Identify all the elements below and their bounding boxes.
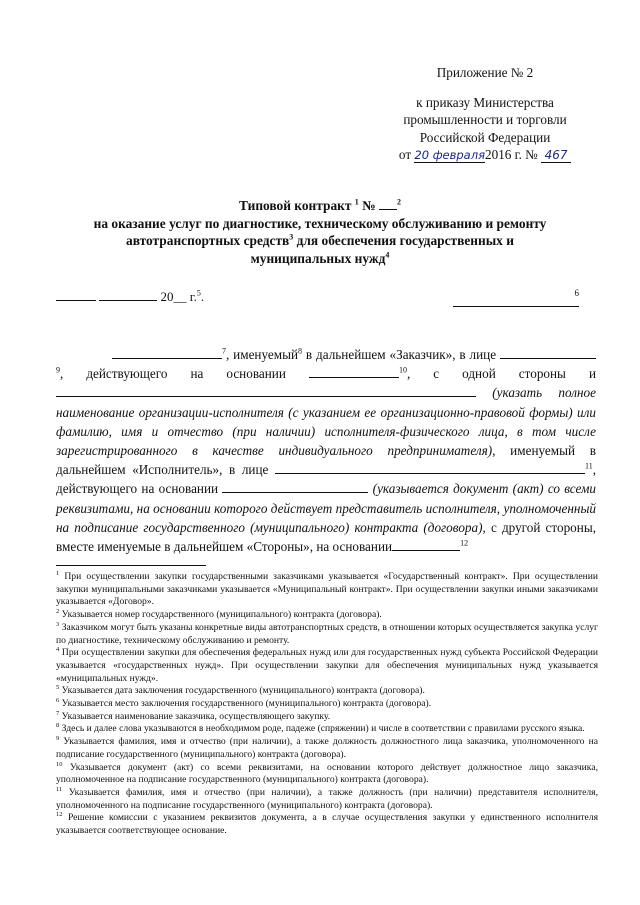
annex-title: Приложение № 2 (436, 65, 534, 80)
annex-header (360, 64, 610, 164)
footnotes (56, 571, 598, 838)
footnote-separator (56, 565, 206, 566)
order-date-line: от 20 февраля2016 г. № 467 (360, 146, 610, 164)
footnote: $^3$ Заказчиком могут быть указаны конкретные виды автотранспортных средств, в отношении которых осуществляется закупка услуг по диагностике, техническому обслуживанию и ремонту. (56, 620, 598, 646)
footnote: $^{10}$ Указывается документ (акт) со всеми реквизитами, на основании которого действует должностное лицо заказчика, уполномоченное на подписание государственного (муниципального) контракта (договора). (56, 760, 598, 786)
footnote: $^5$ Указывается дата заключения государственного (муниципального) контракта (договора). (56, 684, 425, 697)
footnote: $^{12}$ Решение комиссии с указанием реквизитов документа, а в случае осуществления закупки у единственного исполнителя указывается соответствующее основание. (56, 811, 598, 837)
footnote: $^7$ Указывается наименование заказчика, осуществляющего закупку. (56, 709, 331, 722)
footnote: $^{11}$ Указывается фамилия, имя и отчество (при наличии), а также должность (при наличии) представителя исполнителя, уполномоченного на подписание государственного (муниципального) контракта (договора). (56, 785, 598, 811)
footnote: $^8$ Здесь и далее слова указываются в необходимом роде, падеже (спряжении) и числе в соответствии с правилами русского языка. (56, 722, 585, 735)
footnote: $^2$ Указывается номер государственного (муниципального) контракта (договора). (56, 607, 382, 621)
footnote: $^4$ При осуществлении закупки для обеспечения федеральных нужд или для государственных нужд субъекта Российской Федерации указывается «государственных нужд». При осуществлении закупки для обеспечения муниципальных нужд указывается «муниципальных нужд». (56, 646, 598, 684)
footnote: $^9$ Указывается фамилия, имя и отчество (при наличии), а также должность должностного лица заказчика, уполномоченного на подписание государственного (муниципального) контракта (договора). (56, 734, 598, 760)
footnote: $^1$ При осуществлении закупки государственными заказчиками указывается «Государственный контракт». При осуществлении закупки муниципальными заказчиками указывается «Муниципальный контракт». При осуществлении закупки иными заказчиками указывается «Договор». (56, 569, 598, 608)
order-line-2: промышленности и торговли (403, 112, 567, 127)
contract-title: Типовой контракт $^1$ № $^2$ на оказание услуг по диагностике, техническому обслуживанию и ремонту автотранспортных средств$^3$ для обеспечения государственных и муниципальных нужд$^4$ (93, 197, 547, 266)
contract-number-blank (379, 197, 397, 210)
contract-place-line: 6 (453, 288, 579, 307)
footnote: $^6$ Указывается место заключения государственного (муниципального) контракта (договора). (56, 696, 432, 710)
order-line-3: Российской Федерации (419, 129, 551, 145)
handwritten-number: 467 (541, 149, 571, 163)
handwritten-date: 20 февраля (414, 148, 485, 162)
contract-preamble: $^7$, именуемый$^8$ в дальнейшем «Заказчик», в лице $^9$, действующего на основании $^{10}$, с одной стороны и (указать полное наименование организации-исполнителя (с указанием ее организационно-правовой формы) или фамилию, имя и отчество (при наличии) исполнителя-физического лица, в том числе зарегистрированного в качестве индивидуального предпринимателя), именуемый в дальнейшем «Исполнитель», в лице $^{11}$, действующего на основании (указывается документ (акт) со всеми реквизитами, на основании которого действует представитель исполнителя, уполномоченный на подписание государственного (муниципального) контракта (договора), с другой стороны, вместе именуемые в дальнейшем «Стороны», на основании $^{12}$ (56, 346, 597, 555)
order-line-1: к приказу Министерства (416, 94, 554, 110)
contract-date-line: 20__ г.$^5$. (56, 288, 204, 305)
